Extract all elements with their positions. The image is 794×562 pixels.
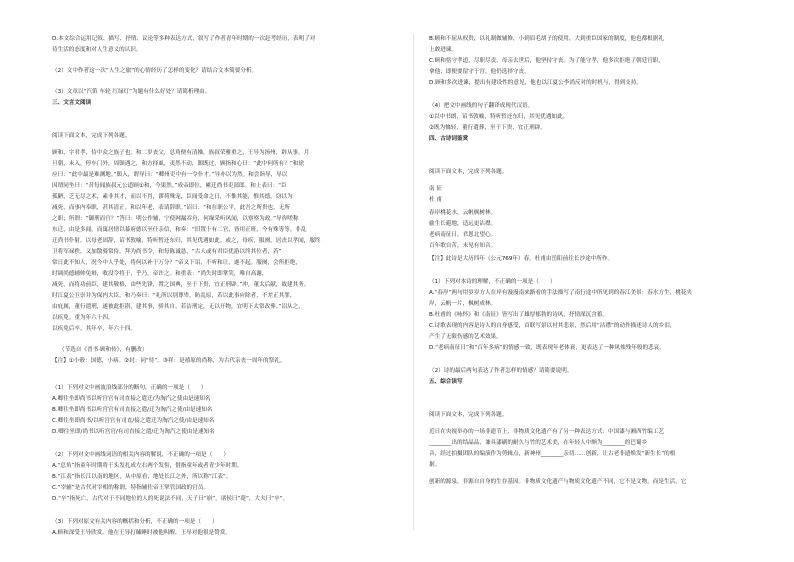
column-divider <box>413 34 414 530</box>
text-line: （3）文章以“汽笛 车轮 红绿灯”为题有什么好处？请简析理由。 <box>52 89 211 95</box>
spacer <box>52 438 396 450</box>
text-line: 减死，而事内奉职，甚其清正。和以年老，表请辞职。”诏曰：“和在职公平，此吾之所贵也，无所 <box>52 205 290 211</box>
text-line: A.顾和深受王导欣赏。他在王导打瞌睡时被他叫醒，王导对他很是赞赏。 <box>52 530 231 536</box>
text-line: 减死，而将功前臣，建其敬格，由些先锋，置之国典，至于下贵，宜正刑辟。”冲，董太后献，故建其务。 <box>52 282 310 288</box>
text-line: （4）把文中画线的句子翻译成现代汉语。 <box>429 103 534 109</box>
text-line: C.卿往坐即尚书/以听宫官有司直/接之遣迁为淘汽之使/由是速知名 <box>52 418 215 424</box>
text-line: B.杜甫的《咏怀》和《南征》皆写出了雄厚郁勃的诗风，抒情深沉含蓄。 <box>429 312 609 318</box>
text-line: 杜 甫 <box>429 197 442 203</box>
text-line: （2）文中作者这一次“人生之旅”的心情经历了怎样的变化？请结合文本简要分析。 <box>52 68 258 74</box>
section-heading: 五、综合读写 <box>429 379 463 385</box>
text-line: 南 征 <box>429 186 442 192</box>
spacer <box>429 89 775 101</box>
text-line: 老病南征日，君恩北望心。 <box>429 232 497 238</box>
text-line: 由庇属，董行遣刑，遂被此拒斟，建其事，骄其自，若洁刑定，无以开物，宜明下太常改葬。”诏从之， <box>52 304 304 310</box>
text-line: ②既为恤轻，董行遣葬，至于下贵，宜正刑辟。 <box>429 125 546 131</box>
text-line: 【注】此诗是大历四年（公元769年）春，杜甫由岳阳前往长沙途中所作。 <box>429 256 614 262</box>
spacer <box>52 505 396 517</box>
spacer <box>429 388 775 410</box>
text-line: D.“老病南征日”和“百年多病”的情感一致，既表现年老体衰，更表达了一种风烛残年般的悲哀。 <box>429 345 665 351</box>
text-line: 偷生长避地，适远更沾襟。 <box>429 221 497 227</box>
text-line: 拿他；即便要留守于宫，他仍选择守丧。 <box>429 69 530 75</box>
text-line: 东迁，由是多闻，而寓居情以幕府德以至任亲信，和奏：“旧置十有二官，皆用正班，今有殊等等。非乱 <box>52 227 307 233</box>
spacer <box>52 335 396 345</box>
text-line: 顾和，字君孝，侍中众之族子也。和二岁丧父，总角便有清操，族叔荣雅重之，王导为扬州，辟从事，月 <box>52 150 310 156</box>
text-line: 时调尚德辅帅免辩，收没令将于，乎乃，帝许之。和重表：“尚失时即掌笑，唯自高谢， <box>52 271 268 277</box>
text-line: 因谓同坐曰：“昔每闻族叔元公道顾①和，今果然。”成帝即位，累迁尚书吏部郎。和上表曰：“臣 <box>52 183 287 189</box>
spacer <box>52 56 396 66</box>
section-heading: 三、文言文阅读 <box>52 100 92 106</box>
text-line: （节选自《晋书·顾和传》，有删改） <box>59 347 148 353</box>
text-line: 迁尚书仆射，以母老固辞，诏书敦喻，特听暂还东归，其见优遇如此。或之，母疾，服阕，居丧以孝闻，服终 <box>52 238 321 244</box>
text-line: B.卿往坐即尚书以听宫官有司直接之遣/迁为淘汽之使/由是速知名 <box>52 407 213 413</box>
text-line: 音，经过拍摄团队的编演作为剪辑点，新神州________亲切……创新，让古老非遗焕发“新生长”的根 <box>429 451 676 457</box>
text-line: 百年歌自苦，未见有知音。 <box>429 243 497 249</box>
spacer <box>52 77 396 87</box>
text-line: A.卿往坐即尚书以听宫官有司直接之遣迁/为淘汽之使由是速知名 <box>52 396 211 402</box>
text-line: 阅读下面文本，完成下列各题。 <box>429 169 508 175</box>
text-line: 应曰：“此中最是难测地。”顗入，谓导曰：“卿州吏中有一令仆才。”导亦以为然。和尝诣导，导以 <box>52 172 288 178</box>
text-line: C.“宰辅”是古代对宰相的称谓，特指辅佐帝王掌管国政的官员。 <box>52 485 209 491</box>
text-line: 上敢进谏。 <box>429 47 457 53</box>
spacer <box>52 109 396 131</box>
text-line: 常日此不知人，况今中人乎处，将何以补于万分？”帝又下诏，不听和让，遂不起。服阕，会所拒绝， <box>52 260 302 266</box>
text-line: 阅读下面文本，完成下列各题。 <box>52 133 131 139</box>
section-heading: 四、古诗词鉴赏 <box>429 136 469 142</box>
text-line: B.顾和不屈从权贵，以礼制做辅修，小到眉毛胡子的使用，大到重臣国家的制度，他也都根据礼 <box>429 36 664 42</box>
text-line: （1）下列对本诗的理解，不正确的一项是（ ） <box>429 279 556 285</box>
text-line: 孤陋，乏无尽之术，素非其才，而以不肖，谬荷殊宠，臣闻受命之日，不惟其能，惟其德，窃以为 <box>52 194 293 200</box>
text-line: B.“江表”指长江以南的地区，从中原看，地处长江之外，所以称“江表”。 <box>52 474 232 480</box>
spacer <box>429 265 775 277</box>
text-line: D.“卒”指死亡，古代对于不同地位的人的死说法不同，天子曰“崩”，诸侯曰“薨”，大夫曰“卒”。 <box>52 496 289 502</box>
spacer <box>52 367 396 383</box>
text-line: 【注】①小毂：国德，小病。②封：同“恃”。③祥：是禧原的尚称，为古代亲丧一周年的祭礼。 <box>52 358 286 364</box>
text-line: 据。 <box>429 462 441 468</box>
text-line: D.卿往坐即/尚书以听宫官/有司直接之遣/迁为淘汽之使由是速知名 <box>52 429 215 435</box>
text-line: 产生了无限伤感的艺术效果。 <box>429 334 502 340</box>
text-line: 待生活的态度和对人生意义的认识。 <box>52 47 142 53</box>
text-line: 以疾免后卒。其年卒，年六十四。 <box>52 326 136 332</box>
text-line: 阅读下面文本，完成下列各题。 <box>429 412 508 418</box>
text-line: 岸，云帆一片，枫树成林。 <box>429 301 497 307</box>
text-line: （2）诗的最后两句表达了作者怎样的情感？请简要说明。 <box>429 368 573 374</box>
text-line: 创新的源泉，非源自自身的生存基因。非物质文化遗产与物质文化遗产不同，它不是文物，而是生活。它 <box>429 479 687 485</box>
text-line: （2）下列对文中画线词语的相关内容的解说，不正确的一项是（ ） <box>52 452 229 458</box>
text-line: （3）下列对原文有关内容的概括和分析，不正确的一项是（ ） <box>52 519 218 525</box>
text-line: D.顾和多次进谏，提出有建设性的意见，他也以江夏公李尚反对的时机与，得到支持。 <box>429 80 643 86</box>
text-line: 时江夏公卫崇并为保内大臣，和乃奏曰：“礼所以别尊卑，防乱原，若以此事应除者，不差正其罪， <box>52 293 296 299</box>
spacer <box>429 354 775 366</box>
text-line: C.顾和恪守孝道，尽职尽责。母亲去世后，他坚持守丧。为了能守孝，他多次拒绝了朝廷官职， <box>429 58 665 64</box>
text-line: 近日在央视举办的一场非遗节上，非物质文化遗产有了另一种表达方式：中国漆与湘西竹编工艺 <box>429 429 664 435</box>
text-line: 卫将军禄秩，又加散骑常侍。拜为尚书令，和每陈诚恳，“古人或有君臣优游以终其位者，若” <box>52 249 282 255</box>
text-line: ________出的结晶品，兼具漆刷的耐久与竹的艺术美，在年轻人中颇为________的巴蜀乡 <box>429 440 648 446</box>
spacer <box>429 145 775 167</box>
text-line: C.诗歌表现的内容是诗人的自身感受，首联写景以衬其悲景，然后用“沾襟”的动作描述诗人的乡泪， <box>429 323 676 329</box>
right-column <box>429 34 775 488</box>
text-line: 旦朝，未入，停车门外，周顗遇之，和方择虱，夷然不动，顗既过，顾指和心曰：“此中何所有？”和徐 <box>52 161 304 167</box>
text-line: 以疾免。重为年六十四。 <box>52 315 114 321</box>
text-line: A.“春岸”两句用岁岁方人在岸有漫漫南来路看的手法描写了南行途中所见到的春江美景：春水方生，桃花夹 <box>429 290 693 296</box>
text-line: A.“总角”指童年时期将于头发扎成左右两个发髻，借指童年或者青少年时期。 <box>52 463 243 469</box>
text-line: ①以中书朗，诏书敦喻，特听暂还东归，其见优遇如此。 <box>429 114 569 120</box>
left-column <box>52 34 396 539</box>
text-line: （1）下列对文中画波浪线部分的断句，正确的一项是（ ） <box>52 385 207 391</box>
text-line: D.本文综合运用记叙、描写、抒情、议论等多种表达方式，叙写了作者青年时期的一次赶考经历，表明了对 <box>52 36 316 42</box>
text-line: 春岸桃花水，云帆枫树林。 <box>429 210 497 216</box>
text-line: 之职；所谓：“御刑而官？”答曰：明公作辅，宁使网漏吞舟，何缘采听风闻，以察察为政。”导咨嗟称 <box>52 216 299 222</box>
